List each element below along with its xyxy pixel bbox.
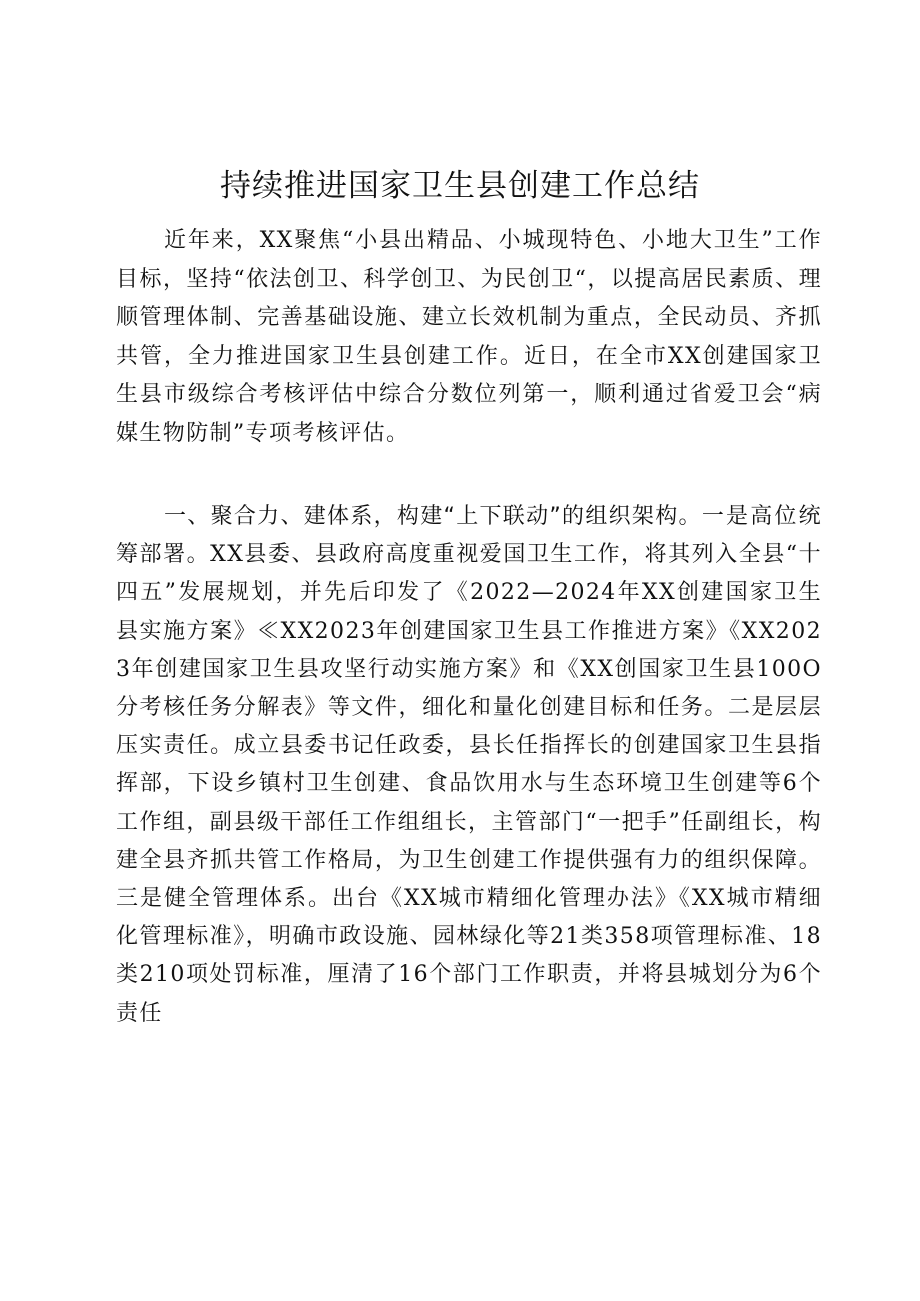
- section-1-heading: 一、聚合力、建体系，构建“上下联动”的组织架构。: [164, 504, 702, 529]
- section-1-paragraph: [116, 498, 822, 1033]
- intro-paragraph: 近年来，XX聚焦“小县出精品、小城现特色、小地大卫生”工作目标，坚持“依法创卫、科学创卫、为民创卫“，以提高居民素质、理顺管理体制、完善基础设施、建立长效机制为重点，全民动员、齐抓共管，全力推进国家卫生县创建工作。近日，在全市XX创建国家卫生县市级综合考核评估中综合分数位列第一，顺利通过省爱卫会“病媒生物防制”专项考核评估。: [116, 228, 822, 446]
- document-title: 持续推进国家卫生县创建工作总结: [220, 168, 700, 204]
- section-1-body: 一是高位统筹部署。XX县委、县政府高度重视爱国卫生工作，将其列入全县“十四五”发展规划，并先后印发了《2022—2024年XX创建国家卫生县实施方案》≪XX2023年创建国家卫生县工作推进方案》《XX2023年创建国家卫生县攻坚行动实施方案》和《XX创国家卫生县100O分考核任务分解表》等文件，细化和量化创建目标和任务。二是层层压实责任。成立县委书记任政委，县长任指挥长的创建国家卫生县指挥部，下设乡镇村卫生创建、食品饮用水与生态环境卫生创建等6个工作组，副县级干部任工作组组长，主管部门“一把手”任副组长，构建全县齐抓共管工作格局，为卫生创建工作提供强有力的组织保障。三是健全管理体系。出台《XX城市精细化管理办法》《XX城市精细化管理标准》，明确市政设施、园林绿化等21类358项管理标准、18类210项处罚标准，厘清了16个部门工作职责，并将县城划分为6个责任: [116, 504, 822, 1026]
